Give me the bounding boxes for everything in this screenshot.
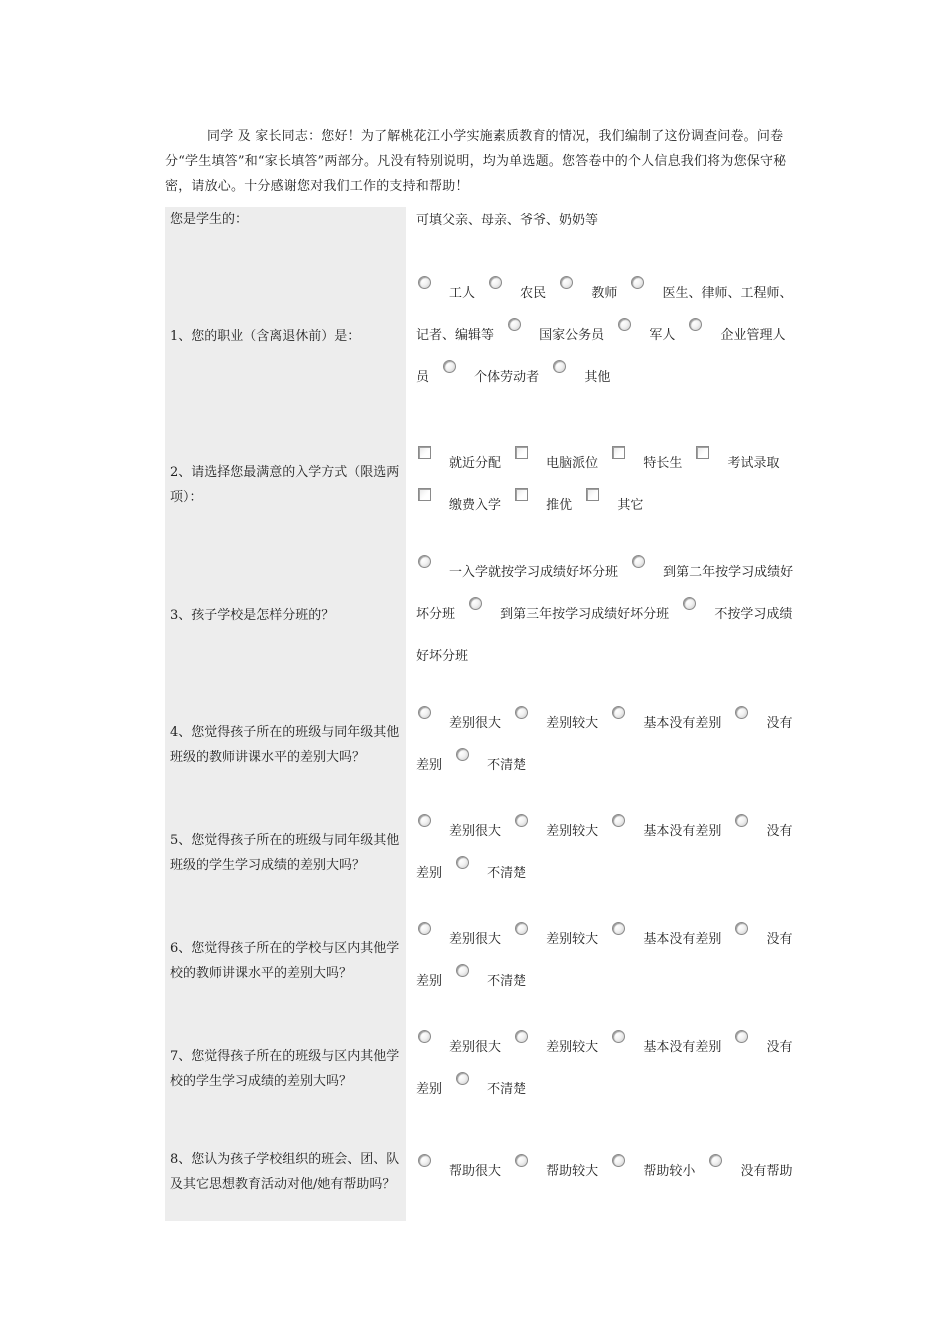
question-row [165, 691, 801, 799]
question-text: 6、您觉得孩子所在的学校与区内其他学校的教师讲课水平的差别大吗？ [165, 907, 408, 1015]
checkbox[interactable] [418, 488, 431, 501]
option-label: 没有差别 [416, 1040, 793, 1097]
radio-button[interactable] [418, 1154, 431, 1167]
survey-intro: 同学 及 家长同志：您好！为了解桃花江小学实施素质教育的情况，我们编制了这份调查问卷。问卷分“学生填答”和“家长填答”两部分。凡没有特别说明，均为单选题。您答卷中的个人信息我们将为您保守秘密，请放心。十分感谢您对我们工作的支持和帮助！ [165, 129, 787, 194]
radio-button[interactable] [612, 1154, 625, 1167]
radio-button[interactable] [515, 1154, 528, 1167]
option-label: 没有差别 [416, 932, 793, 989]
option-label: 基本没有差别 [643, 1040, 722, 1055]
radio-button[interactable] [618, 318, 631, 331]
radio-group [416, 703, 801, 787]
option-label: 没有帮助 [740, 1164, 793, 1179]
option-label: 国家公务员 [539, 328, 605, 343]
survey-table [165, 207, 801, 1221]
question-text: 您是学生的： [165, 207, 408, 241]
checkbox-group [416, 443, 801, 527]
radio-button[interactable] [418, 922, 431, 935]
checkbox[interactable] [418, 446, 431, 459]
relation-hint[interactable]: 可填父亲、母亲、爷爷、奶奶等 [416, 213, 599, 228]
option-label: 帮助较小 [643, 1164, 696, 1179]
question-text: 4、您觉得孩子所在的班级与同年级其他班级的教师讲课水平的差别大吗？ [165, 691, 408, 799]
option-label: 农民 [520, 286, 547, 301]
question-row [165, 799, 801, 907]
question-text: 7、您觉得孩子所在的班级与区内其他学校的学生学习成绩的差别大吗？ [165, 1015, 408, 1123]
radio-button[interactable] [418, 1030, 431, 1043]
question-row [165, 1123, 801, 1221]
radio-button[interactable] [612, 1030, 625, 1043]
question-row [165, 207, 801, 241]
option-label: 考试录取 [727, 456, 780, 471]
option-label: 不清楚 [487, 974, 527, 989]
option-label: 差别很大 [449, 1040, 502, 1055]
question-row [165, 907, 801, 1015]
radio-button[interactable] [456, 1072, 469, 1085]
radio-button[interactable] [553, 360, 566, 373]
radio-button[interactable] [683, 597, 696, 610]
radio-button[interactable] [689, 318, 702, 331]
option-label: 到第二年按学习成绩好坏分班 [416, 565, 794, 622]
option-label: 不按学习成绩好坏分班 [416, 607, 793, 664]
radio-button[interactable] [418, 814, 431, 827]
option-label: 差别较大 [546, 1040, 599, 1055]
radio-button[interactable] [508, 318, 521, 331]
question-text: 2、请选择您最满意的入学方式（限选两项）： [165, 431, 408, 539]
question-row [165, 431, 801, 539]
option-label: 基本没有差别 [643, 716, 722, 731]
option-label: 基本没有差别 [643, 824, 722, 839]
radio-group [416, 552, 801, 678]
radio-button[interactable] [735, 706, 748, 719]
option-label: 差别很大 [449, 932, 502, 947]
option-label: 差别较大 [546, 716, 599, 731]
checkbox[interactable] [515, 488, 528, 501]
radio-button[interactable] [515, 706, 528, 719]
radio-button[interactable] [612, 706, 625, 719]
question-row [165, 241, 801, 431]
option-label: 就近分配 [449, 456, 502, 471]
option-label: 企业管理人员 [416, 328, 786, 385]
option-label: 没有差别 [416, 716, 793, 773]
option-label: 推优 [546, 498, 573, 513]
option-label: 不清楚 [487, 866, 527, 881]
answer-cell [408, 241, 801, 431]
radio-button[interactable] [631, 276, 644, 289]
radio-button[interactable] [515, 922, 528, 935]
answer-cell [408, 799, 801, 907]
radio-button[interactable] [418, 706, 431, 719]
question-text: 1、您的职业（含离退休前）是： [165, 241, 408, 431]
radio-button[interactable] [489, 276, 502, 289]
option-label: 帮助较大 [546, 1164, 599, 1179]
radio-group [416, 273, 801, 399]
radio-button[interactable] [515, 1030, 528, 1043]
radio-group [416, 1151, 801, 1193]
question-text: 8、您认为孩子学校组织的班会、团、队及其它思想教育活动对他/她有帮助吗？ [165, 1123, 408, 1221]
radio-button[interactable] [456, 748, 469, 761]
question-text: 3、孩子学校是怎样分班的？ [165, 539, 408, 691]
answer-cell [408, 1123, 801, 1221]
survey-page [165, 124, 794, 1221]
answer-cell [408, 691, 801, 799]
answer-cell [408, 1015, 801, 1123]
radio-button[interactable] [612, 814, 625, 827]
checkbox[interactable] [612, 446, 625, 459]
option-label: 工人 [449, 286, 476, 301]
question-row [165, 1015, 801, 1123]
answer-cell [408, 431, 801, 539]
option-label: 帮助很大 [449, 1164, 502, 1179]
checkbox[interactable] [586, 488, 599, 501]
radio-button[interactable] [469, 597, 482, 610]
question-text: 5、您觉得孩子所在的班级与同年级其他班级的学生学习成绩的差别大吗？ [165, 799, 408, 907]
radio-button[interactable] [735, 922, 748, 935]
answer-cell [408, 207, 801, 241]
option-label: 军人 [649, 328, 676, 343]
radio-button[interactable] [632, 555, 645, 568]
option-label: 缴费入学 [449, 498, 502, 513]
radio-group [416, 811, 801, 895]
option-label: 差别很大 [449, 716, 502, 731]
option-label: 特长生 [643, 456, 683, 471]
option-label: 差别较大 [546, 824, 599, 839]
option-label: 不清楚 [487, 758, 527, 773]
radio-group [416, 919, 801, 1003]
option-label: 其他 [584, 370, 611, 385]
answer-cell [408, 907, 801, 1015]
option-label: 没有差别 [416, 824, 793, 881]
option-label: 不清楚 [487, 1082, 527, 1097]
option-label: 到第三年按学习成绩好坏分班 [500, 607, 670, 622]
question-row [165, 539, 801, 691]
radio-group [416, 1027, 801, 1111]
radio-button[interactable] [418, 276, 431, 289]
option-label: 差别很大 [449, 824, 502, 839]
option-label: 电脑派位 [546, 456, 599, 471]
radio-button[interactable] [456, 856, 469, 869]
checkbox[interactable] [696, 446, 709, 459]
option-label: 基本没有差别 [643, 932, 722, 947]
option-label: 教师 [591, 286, 618, 301]
option-label: 个体劳动者 [474, 370, 540, 385]
radio-button[interactable] [560, 276, 573, 289]
checkbox[interactable] [515, 446, 528, 459]
radio-button[interactable] [735, 814, 748, 827]
option-label: 差别较大 [546, 932, 599, 947]
option-label: 医生、律师、工程师、记者、编辑等 [416, 286, 793, 343]
radio-button[interactable] [735, 1030, 748, 1043]
radio-button[interactable] [418, 555, 431, 568]
radio-button[interactable] [456, 964, 469, 977]
radio-button[interactable] [443, 360, 456, 373]
option-label: 其它 [617, 498, 644, 513]
radio-button[interactable] [612, 922, 625, 935]
radio-button[interactable] [709, 1154, 722, 1167]
radio-button[interactable] [515, 814, 528, 827]
answer-cell [408, 539, 801, 691]
option-label: 一入学就按学习成绩好坏分班 [449, 565, 619, 580]
